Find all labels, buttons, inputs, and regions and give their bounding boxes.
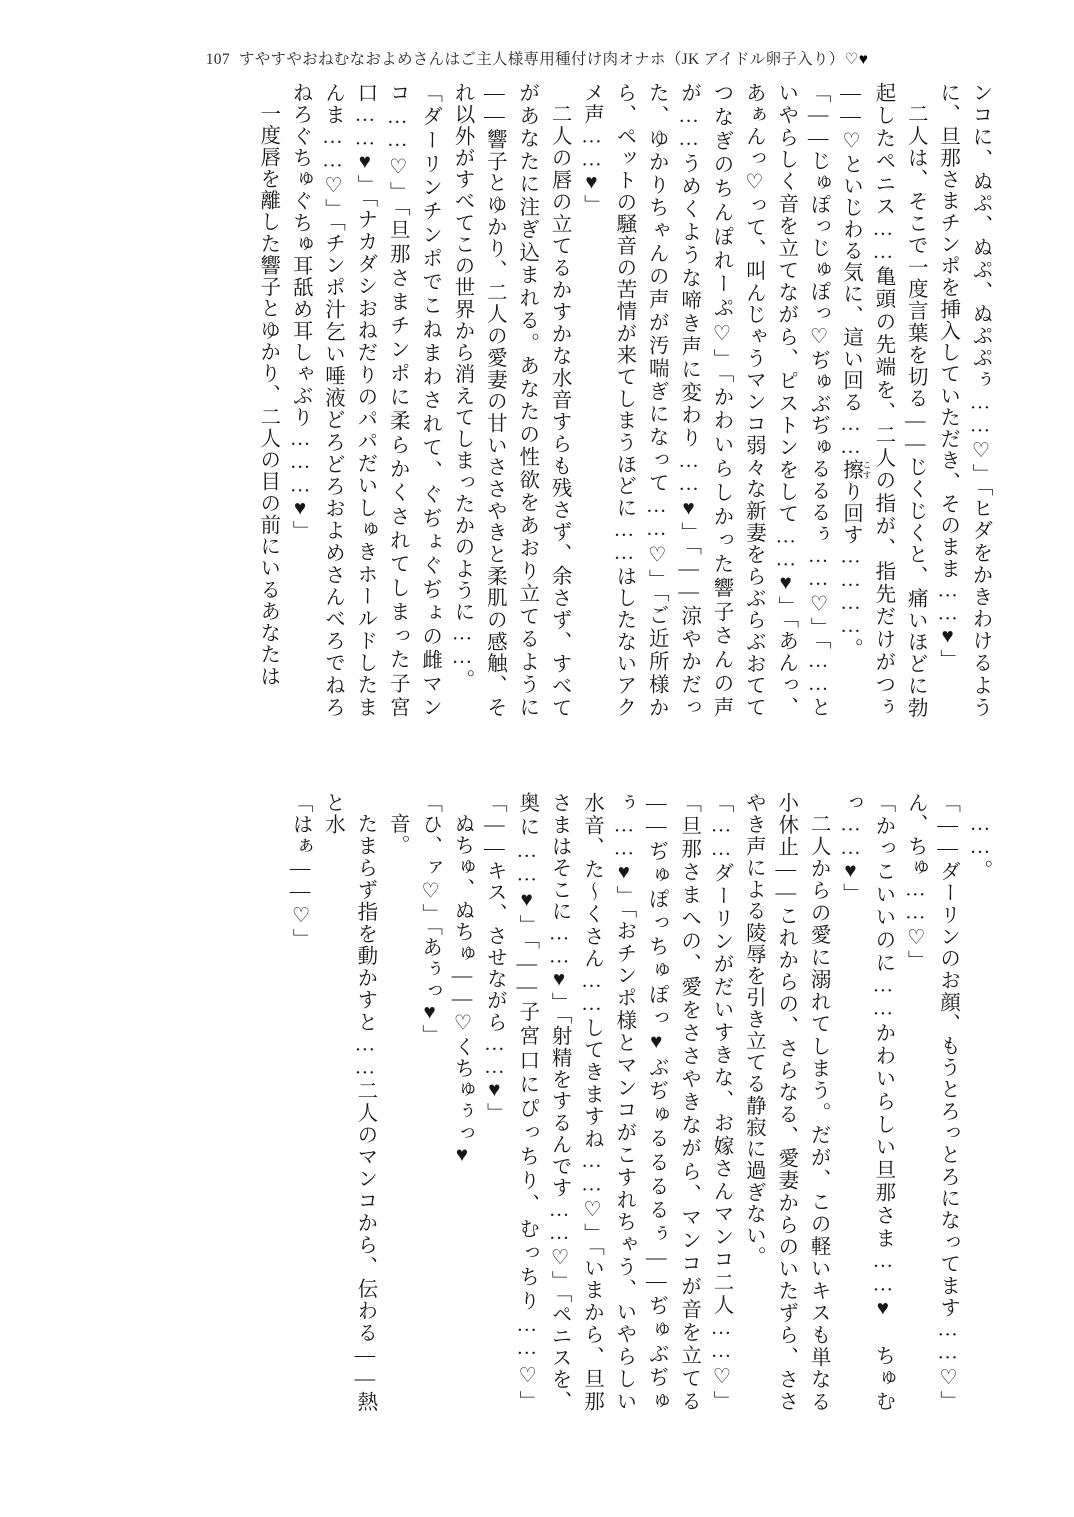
- paragraph: 「はぁ――♡」: [289, 792, 312, 950]
- paragraph: 二人からの愛に溺れてしまう。だが、この軽いキスも単なる小休止――これからの、さらなる、愛妻からのいたずら、ささやき声による陵辱を引き立てる静寂に過ぎない。: [742, 792, 830, 1412]
- ruby-kosu: 擦 こす: [839, 459, 872, 481]
- paragraph-text-b: り回す…………。: [839, 480, 862, 660]
- paragraph: 「ダーリンチンポでこねまわされて、ぐぢょぐぢょの雌マンコ……♡」「旦那さまチンポに柔らかくされてしまった子宮口……♥」「ナカダシおねだりのパパだいしゅきホールドしたまんま……♡」「チンポ汁乞い唾液どろどろおよめさんべろでねろねろぐちゅぐちゅ耳舐め耳しゃぶり………♥」: [289, 82, 441, 718]
- paragraph: 二人の唇の立てるかすかな水音すらも残さず、余さず、すべてがあなたに注ぎ込まれる。あなたの性欲をあおり立てるように――響子とゆかり、二人の愛妻の甘いささやきと柔肌の感触、それ以外がすべてこの世界から消えてしまったかのように……。: [451, 82, 571, 718]
- paragraph: ンコに、ぬぷ、ぬぷ、ぬぷぷぅ……♡」「ヒダをかきわけるように、旦那さまチンポを挿入していただき、そのまま……♥」: [936, 82, 991, 718]
- ruby-reading: こす: [861, 459, 872, 481]
- paragraph-text-a: 二人は、そこで一度言葉を切る――じくじくと、痛いほどに勃起したペニス……亀頭の先端を、二人の指が、指先だけがつぅ――♡といじわる気に、這い回る……: [839, 82, 927, 718]
- body-text-block-upper: [80, 82, 996, 718]
- paragraph: たまらず指を動かすと……二人のマンコから、伝わる――熱と水: [321, 792, 376, 1412]
- paragraph: 「――ダーリンのお顔、もうとろっとろになってます……♡」ん、ちゅ……♡」: [904, 792, 959, 1412]
- paragraph: 「……ダーリンがだいすきな、お嫁さんマンコ二人……♡」「旦那さまへの、愛をささやきながら、マンコが音を立てる――ぢゅぽっちゅぽっ♥ぶぢゅるるるるぅ――ぢゅぶぢゅぅ……♥」「おチンポ様とマンコがこすれちゃう、いやらしい水音、た～くさん……してきますね……♡」「いまから、旦那さまはそこに……♥」「射精をするんです……♡」「ペニスを、奥に……♥」「――子宮口にぴっちり、むっちり……♡」「――キス、させながら……♥」: [483, 792, 732, 1412]
- running-head-title: すやすやおねむなおよめさんはご主人様専用種付け肉オナホ（JK アイドル卵子入り）: [238, 51, 845, 68]
- paragraph: ……。: [969, 812, 991, 881]
- body-text-block-lower: [80, 792, 996, 1412]
- paragraph: 「――じゅぽっじゅぽっ♡ぢゅぶぢゅるるるぅ……♡」「……といやらしく音を立てながら、ピストンをして……♥」「あんっ、あぁんっ♡って、叫んじゃうマンコ弱々な新妻をらぶらぶおててつなぎのちんぽれーぷ♡」「かわいらしかった響子さんの声が……うめくような啼き声に変わり……♥」「――涼やかだった、ゆかりちゃんの声が汚喘ぎになって……♡」「ご近所様から、ペットの騒音の苦情が来てしまうほどに……はしたないアクメ声……♥」: [580, 82, 830, 718]
- paragraph: 音。: [386, 812, 409, 856]
- paragraph: 「かっこいいのに……かわいらしい旦那さま……♥ ちゅむっ……♥」: [839, 792, 894, 1412]
- paragraph: [834, 82, 931, 718]
- paragraph: 「ひ、ァ♡」「あぅっ♥」: [418, 792, 441, 1047]
- paragraph: ぬちゅ、ぬちゅ――♡くちゅぅっ♥: [451, 812, 473, 1167]
- heart-outline-icon: ♡: [844, 51, 859, 68]
- page-number: 107: [205, 51, 230, 68]
- heart-solid-icon: ♥: [858, 51, 869, 68]
- running-head: [0, 47, 1074, 69]
- paragraph: 一度唇を離した響子とゆかり、二人の目の前にいるあなたは: [256, 102, 279, 687]
